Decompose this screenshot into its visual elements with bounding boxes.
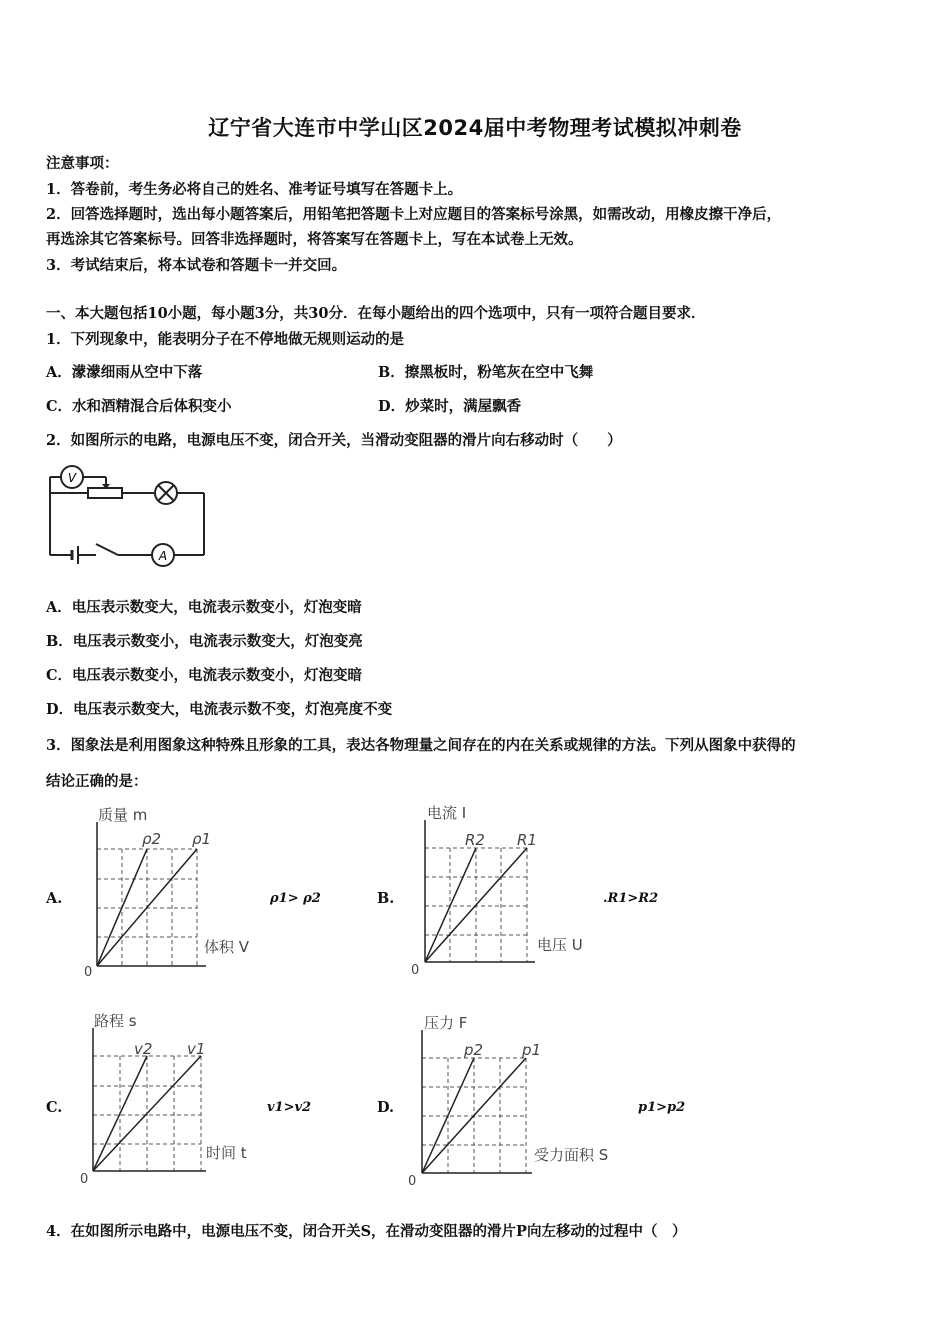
question-stem: 1．下列现象中，能表明分子在不停地做无规则运动的是 [46,331,405,348]
voltmeter-label: V [67,471,77,485]
notice-line: 1．答卷前，考生务必将自己的姓名、准考证号填写在答题卡上。 [46,181,463,198]
page-title: 辽宁省大连市中学山区2024届中考物理考试模拟冲刺卷 [208,116,742,140]
notice-heading: 注意事项： [46,155,119,172]
option-a: A．电压表示数变大，电流表示数变小，灯泡变暗 [46,599,362,616]
x-axis-label: 电压 U [537,936,583,954]
x-axis-label: 受力面积 S [534,1146,609,1164]
origin-label: 0 [408,1174,417,1188]
conclusion-b: .R1>R2 [603,891,659,906]
notice-line: 3．考试结束后，将本试卷和答题卡一并交回。 [46,257,347,274]
question-stem: 2．如图所示的电路，电源电压不变，闭合开关，当滑动变阻器的滑片向右移动时（ ） [46,432,622,449]
graph-distance-time [74,1008,274,1188]
line-label: R2 [465,831,485,849]
x-axis-label: 体积 V [204,938,250,956]
graph-current-voltage [405,800,605,980]
question-stem: 3．图象法是利用图象这种特殊且形象的工具，表达各物理量之间存在的内在关系或规律的方法。下列从图象中获得的 [46,737,796,754]
option-d: D．电压表示数变大，电流表示数不变，灯泡亮度不变 [46,701,393,718]
conclusion-c: v1>v2 [267,1100,312,1115]
option-a-label: A. [46,890,63,907]
option-b: B．电压表示数变小，电流表示数变大，灯泡变亮 [46,633,363,650]
notice-line: 2．回答选择题时，选出每小题答案后，用铅笔把答题卡上对应题目的答案标号涂黑，如需改动，用橡皮擦干净后， [46,206,782,223]
question-stem: 4．在如图所示电路中，电源电压不变，闭合开关S，在滑动变阻器的滑片P向左移动的过程中（ ） [46,1223,687,1240]
section-heading: 一、本大题包括10小题，每小题3分，共30分．在每小题给出的四个选项中，只有一项符合题目要求． [46,305,706,322]
question-stem: 结论正确的是： [46,773,148,790]
line-label: ρ1 [192,830,212,848]
option-d: D．炒菜时，满屋飘香 [378,398,522,415]
notice-line: 再选涂其它答案标号。回答非选择题时，将答案写在答题卡上，写在本试卷上无效。 [46,231,583,248]
line-label: ρ2 [142,830,162,848]
graph-mass-volume [78,800,268,980]
option-d-label: D. [377,1099,395,1116]
origin-label: 0 [80,1172,89,1187]
line-label: v1 [187,1040,206,1058]
line-label: R1 [517,831,537,849]
origin-label: 0 [84,965,93,980]
y-axis-label: 质量 m [98,806,148,824]
option-c: C．水和酒精混合后体积变小 [46,398,232,415]
y-axis-label: 路程 s [94,1012,137,1030]
option-b-label: B. [377,890,395,907]
y-axis-label: 电流 I [427,804,467,822]
line-label: v2 [134,1040,153,1058]
conclusion-a: ρ1> ρ2 [270,891,321,906]
y-axis-label: 压力 F [424,1014,468,1032]
option-c-label: C. [46,1099,63,1116]
ammeter-label: A [158,549,168,563]
line-label: p1 [522,1041,542,1059]
x-axis-label: 时间 t [206,1144,247,1162]
option-b: B．擦黑板时，粉笔灰在空中飞舞 [378,364,594,381]
graph-force-area [402,1008,642,1188]
option-a: A．濛濛细雨从空中下落 [46,364,203,381]
option-c: C．电压表示数变小，电流表示数变小，灯泡变暗 [46,667,363,684]
line-label: p2 [464,1041,484,1059]
origin-label: 0 [411,963,420,978]
circuit-diagram [44,458,210,576]
conclusion-d: p1>p2 [638,1100,686,1115]
